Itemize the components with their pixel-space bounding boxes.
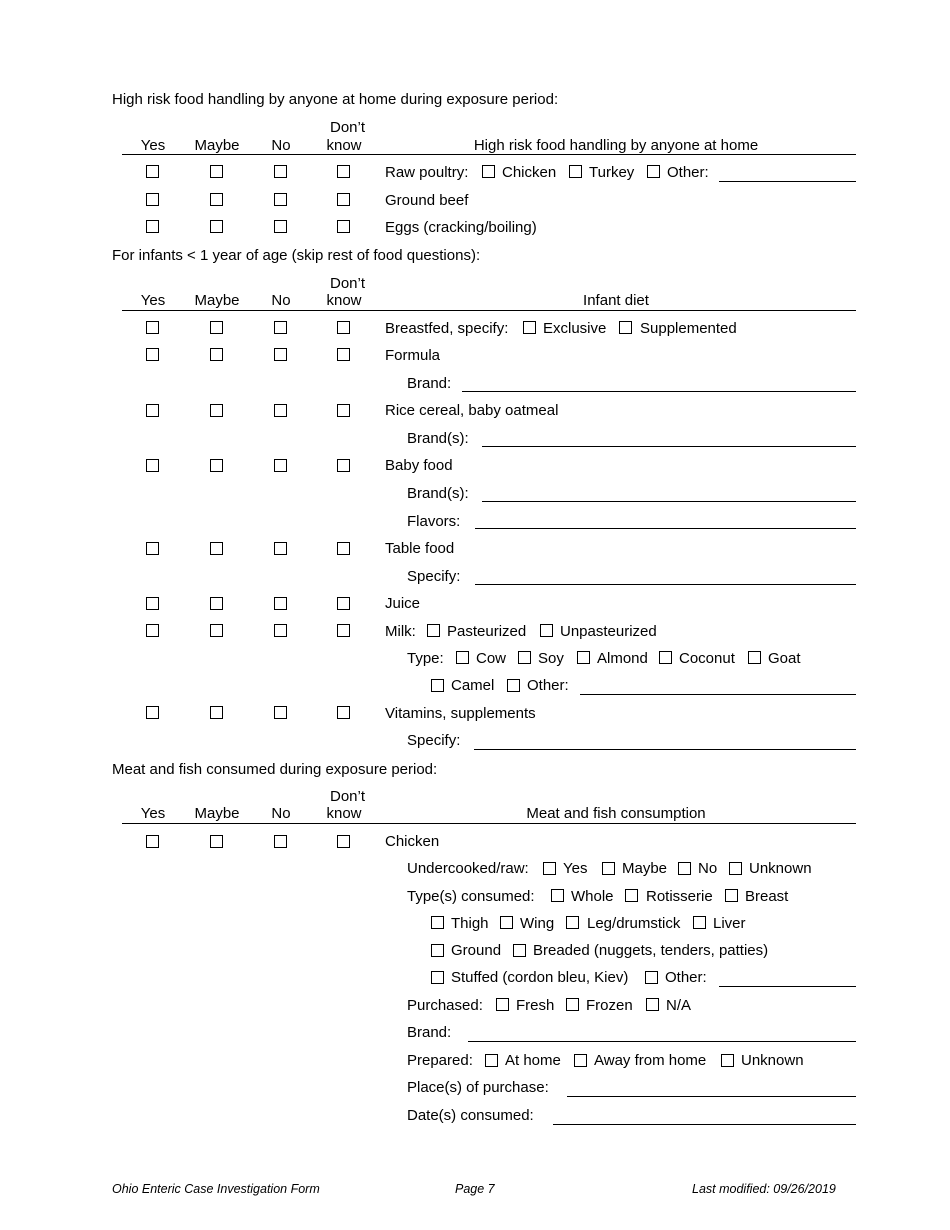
- stuffed-label: Stuffed (cordon bleu, Kiev): [451, 969, 629, 986]
- section-title: Infant diet: [583, 292, 649, 309]
- col-header-maybe: Maybe: [194, 292, 240, 309]
- undercooked-maybe-checkbox[interactable]: [602, 862, 615, 875]
- yes-checkbox[interactable]: [146, 624, 159, 637]
- away-from-home-checkbox[interactable]: [574, 1054, 587, 1067]
- specify-label: Specify:: [407, 568, 461, 585]
- supplemented-label: Supplemented: [640, 320, 737, 337]
- dont-know-checkbox[interactable]: [337, 542, 350, 555]
- col-header-know: know: [326, 805, 362, 822]
- camel-label: Camel: [451, 677, 495, 694]
- ground-label: Ground: [451, 942, 502, 959]
- maybe-label: Maybe: [622, 860, 668, 877]
- dont-know-checkbox[interactable]: [337, 348, 350, 361]
- maybe-checkbox[interactable]: [210, 165, 223, 178]
- col-header-no: No: [271, 292, 291, 309]
- milk-label: Milk:: [385, 623, 416, 640]
- maybe-checkbox[interactable]: [210, 624, 223, 637]
- footer-last-modified: Last modified: 09/26/2019: [692, 1182, 836, 1196]
- no-checkbox[interactable]: [274, 597, 287, 610]
- liver-label: Liver: [713, 915, 746, 932]
- maybe-checkbox[interactable]: [210, 835, 223, 848]
- col-header-dont: Don’t: [330, 275, 366, 292]
- yes-checkbox[interactable]: [146, 835, 159, 848]
- wing-label: Wing: [520, 915, 555, 932]
- exclusive-checkbox[interactable]: [523, 321, 536, 334]
- unknown-label: Unknown: [741, 1052, 804, 1069]
- specify-input[interactable]: [475, 584, 856, 585]
- breastfed-label: Breastfed, specify:: [385, 320, 509, 337]
- header-rule: [122, 823, 856, 824]
- dont-know-checkbox[interactable]: [337, 706, 350, 719]
- brand-label: Brand:: [407, 375, 452, 392]
- other-input[interactable]: [580, 694, 856, 695]
- baby-food-label: Baby food: [385, 457, 453, 474]
- fresh-checkbox[interactable]: [496, 998, 509, 1011]
- coconut-checkbox[interactable]: [659, 651, 672, 664]
- yes-checkbox[interactable]: [146, 348, 159, 361]
- yes-checkbox[interactable]: [146, 706, 159, 719]
- no-checkbox[interactable]: [274, 542, 287, 555]
- col-header-yes: Yes: [140, 292, 166, 309]
- fresh-label: Fresh: [516, 997, 555, 1014]
- leg-drumstick-label: Leg/drumstick: [587, 915, 681, 932]
- undercooked-yes-checkbox[interactable]: [543, 862, 556, 875]
- undercooked-label: Undercooked/raw:: [407, 860, 529, 877]
- specify-label: Specify:: [407, 732, 461, 749]
- no-checkbox[interactable]: [274, 404, 287, 417]
- vitamins-label: Vitamins, supplements: [385, 705, 536, 722]
- maybe-checkbox[interactable]: [210, 193, 223, 206]
- yes-checkbox[interactable]: [146, 404, 159, 417]
- col-header-know: know: [326, 292, 362, 309]
- brand-input[interactable]: [468, 1041, 856, 1042]
- other-label: Other:: [527, 677, 569, 694]
- flavors-label: Flavors:: [407, 513, 461, 530]
- whole-checkbox[interactable]: [551, 889, 564, 902]
- types-consumed-label: Type(s) consumed:: [407, 888, 535, 905]
- brand-input[interactable]: [462, 391, 856, 392]
- turkey-checkbox[interactable]: [569, 165, 582, 178]
- section-intro: For infants < 1 year of age (skip rest of food questions):: [112, 247, 481, 264]
- breast-checkbox[interactable]: [725, 889, 738, 902]
- prepared-label: Prepared:: [407, 1052, 473, 1069]
- col-header-yes: Yes: [140, 805, 166, 822]
- formula-label: Formula: [385, 347, 441, 364]
- dates-consumed-label: Date(s) consumed:: [407, 1107, 534, 1124]
- type-label: Type:: [407, 650, 444, 667]
- goat-label: Goat: [768, 650, 801, 667]
- no-checkbox[interactable]: [274, 193, 287, 206]
- dont-know-checkbox[interactable]: [337, 321, 350, 334]
- col-header-no: No: [271, 805, 291, 822]
- dont-know-checkbox[interactable]: [337, 597, 350, 610]
- col-header-no: No: [271, 137, 291, 154]
- place-of-purchase-input[interactable]: [567, 1096, 856, 1097]
- section-title: Meat and fish consumption: [526, 805, 706, 822]
- dont-know-checkbox[interactable]: [337, 220, 350, 233]
- yes-label: Yes: [563, 860, 588, 877]
- maybe-checkbox[interactable]: [210, 706, 223, 719]
- goat-checkbox[interactable]: [748, 651, 761, 664]
- dates-consumed-input[interactable]: [553, 1124, 856, 1125]
- supplemented-checkbox[interactable]: [619, 321, 632, 334]
- thigh-checkbox[interactable]: [431, 916, 444, 929]
- cow-checkbox[interactable]: [456, 651, 469, 664]
- frozen-checkbox[interactable]: [566, 998, 579, 1011]
- dont-know-checkbox[interactable]: [337, 404, 350, 417]
- cow-label: Cow: [476, 650, 507, 667]
- dont-know-checkbox[interactable]: [337, 459, 350, 472]
- pasteurized-label: Pasteurized: [447, 623, 527, 640]
- maybe-checkbox[interactable]: [210, 348, 223, 361]
- brand-label: Brand:: [407, 1024, 452, 1041]
- na-label: N/A: [666, 997, 692, 1014]
- breaded-checkbox[interactable]: [513, 944, 526, 957]
- chicken-label: Chicken: [385, 833, 440, 850]
- other-label: Other:: [665, 969, 707, 986]
- frozen-label: Frozen: [586, 997, 633, 1014]
- dont-know-checkbox[interactable]: [337, 835, 350, 848]
- maybe-checkbox[interactable]: [210, 220, 223, 233]
- unpasteurized-checkbox[interactable]: [540, 624, 553, 637]
- other-label: Other:: [667, 164, 709, 181]
- unknown-label: Unknown: [749, 860, 812, 877]
- other-input[interactable]: [719, 181, 856, 182]
- col-header-dont: Don’t: [330, 788, 366, 805]
- maybe-checkbox[interactable]: [210, 597, 223, 610]
- col-header-maybe: Maybe: [194, 137, 240, 154]
- yes-checkbox[interactable]: [146, 542, 159, 555]
- header-rule: [122, 310, 856, 311]
- place-of-purchase-label: Place(s) of purchase:: [407, 1079, 549, 1096]
- other-checkbox[interactable]: [507, 679, 520, 692]
- rotisserie-label: Rotisserie: [646, 888, 713, 905]
- no-checkbox[interactable]: [274, 706, 287, 719]
- chicken-checkbox[interactable]: [482, 165, 495, 178]
- wing-checkbox[interactable]: [500, 916, 513, 929]
- na-checkbox[interactable]: [646, 998, 659, 1011]
- col-header-maybe: Maybe: [194, 805, 240, 822]
- thigh-label: Thigh: [451, 915, 489, 932]
- purchased-label: Purchased:: [407, 997, 483, 1014]
- no-checkbox[interactable]: [274, 165, 287, 178]
- juice-label: Juice: [385, 595, 421, 612]
- other-checkbox[interactable]: [645, 971, 658, 984]
- brands-label: Brand(s):: [407, 485, 469, 502]
- no-checkbox[interactable]: [274, 321, 287, 334]
- pasteurized-checkbox[interactable]: [427, 624, 440, 637]
- other-checkbox[interactable]: [647, 165, 660, 178]
- soy-checkbox[interactable]: [518, 651, 531, 664]
- breast-label: Breast: [745, 888, 789, 905]
- undercooked-unknown-checkbox[interactable]: [729, 862, 742, 875]
- yes-checkbox[interactable]: [146, 459, 159, 472]
- yes-checkbox[interactable]: [146, 597, 159, 610]
- undercooked-no-checkbox[interactable]: [678, 862, 691, 875]
- yes-checkbox[interactable]: [146, 321, 159, 334]
- yes-checkbox[interactable]: [146, 165, 159, 178]
- almond-label: Almond: [597, 650, 648, 667]
- turkey-label: Turkey: [589, 164, 635, 181]
- col-header-dont: Don’t: [330, 119, 366, 136]
- rotisserie-checkbox[interactable]: [625, 889, 638, 902]
- unpasteurized-label: Unpasteurized: [560, 623, 657, 640]
- brands-input[interactable]: [482, 446, 856, 447]
- dont-know-checkbox[interactable]: [337, 193, 350, 206]
- col-header-yes: Yes: [140, 137, 166, 154]
- section-title: High risk food handling by anyone at home: [473, 137, 759, 154]
- at-home-label: At home: [505, 1052, 561, 1069]
- raw-poultry-label: Raw poultry:: [385, 164, 469, 181]
- header-rule: [122, 154, 856, 155]
- other-input[interactable]: [719, 986, 856, 987]
- exclusive-label: Exclusive: [543, 320, 607, 337]
- prepared-unknown-checkbox[interactable]: [721, 1054, 734, 1067]
- no-label: No: [698, 860, 718, 877]
- no-checkbox[interactable]: [274, 624, 287, 637]
- liver-checkbox[interactable]: [693, 916, 706, 929]
- no-checkbox[interactable]: [274, 835, 287, 848]
- ground-beef-label: Ground beef: [385, 192, 469, 209]
- chicken-label: Chicken: [502, 164, 557, 181]
- maybe-checkbox[interactable]: [210, 542, 223, 555]
- dont-know-checkbox[interactable]: [337, 624, 350, 637]
- no-checkbox[interactable]: [274, 348, 287, 361]
- rice-cereal-label: Rice cereal, baby oatmeal: [385, 402, 559, 419]
- brands-label: Brand(s):: [407, 430, 469, 447]
- yes-checkbox[interactable]: [146, 220, 159, 233]
- maybe-checkbox[interactable]: [210, 321, 223, 334]
- table-food-label: Table food: [385, 540, 455, 557]
- flavors-input[interactable]: [475, 528, 856, 529]
- at-home-checkbox[interactable]: [485, 1054, 498, 1067]
- almond-checkbox[interactable]: [577, 651, 590, 664]
- soy-label: Soy: [538, 650, 564, 667]
- footer-form-name: Ohio Enteric Case Investigation Form: [112, 1182, 320, 1196]
- whole-label: Whole: [571, 888, 614, 905]
- camel-checkbox[interactable]: [431, 679, 444, 692]
- away-from-home-label: Away from home: [594, 1052, 707, 1069]
- brands-input[interactable]: [482, 501, 856, 502]
- no-checkbox[interactable]: [274, 459, 287, 472]
- footer-page-number: Page 7: [455, 1182, 495, 1196]
- maybe-checkbox[interactable]: [210, 404, 223, 417]
- section-intro: High risk food handling by anyone at home during exposure period:: [112, 91, 559, 108]
- coconut-label: Coconut: [679, 650, 735, 667]
- breaded-label: Breaded (nuggets, tenders, patties): [533, 942, 769, 959]
- col-header-know: know: [326, 137, 362, 154]
- yes-checkbox[interactable]: [146, 193, 159, 206]
- dont-know-checkbox[interactable]: [337, 165, 350, 178]
- no-checkbox[interactable]: [274, 220, 287, 233]
- leg-drumstick-checkbox[interactable]: [566, 916, 579, 929]
- eggs-label: Eggs (cracking/boiling): [385, 219, 537, 236]
- specify-input[interactable]: [474, 749, 856, 750]
- ground-checkbox[interactable]: [431, 944, 444, 957]
- section-intro: Meat and fish consumed during exposure period:: [112, 761, 438, 778]
- maybe-checkbox[interactable]: [210, 459, 223, 472]
- stuffed-checkbox[interactable]: [431, 971, 444, 984]
